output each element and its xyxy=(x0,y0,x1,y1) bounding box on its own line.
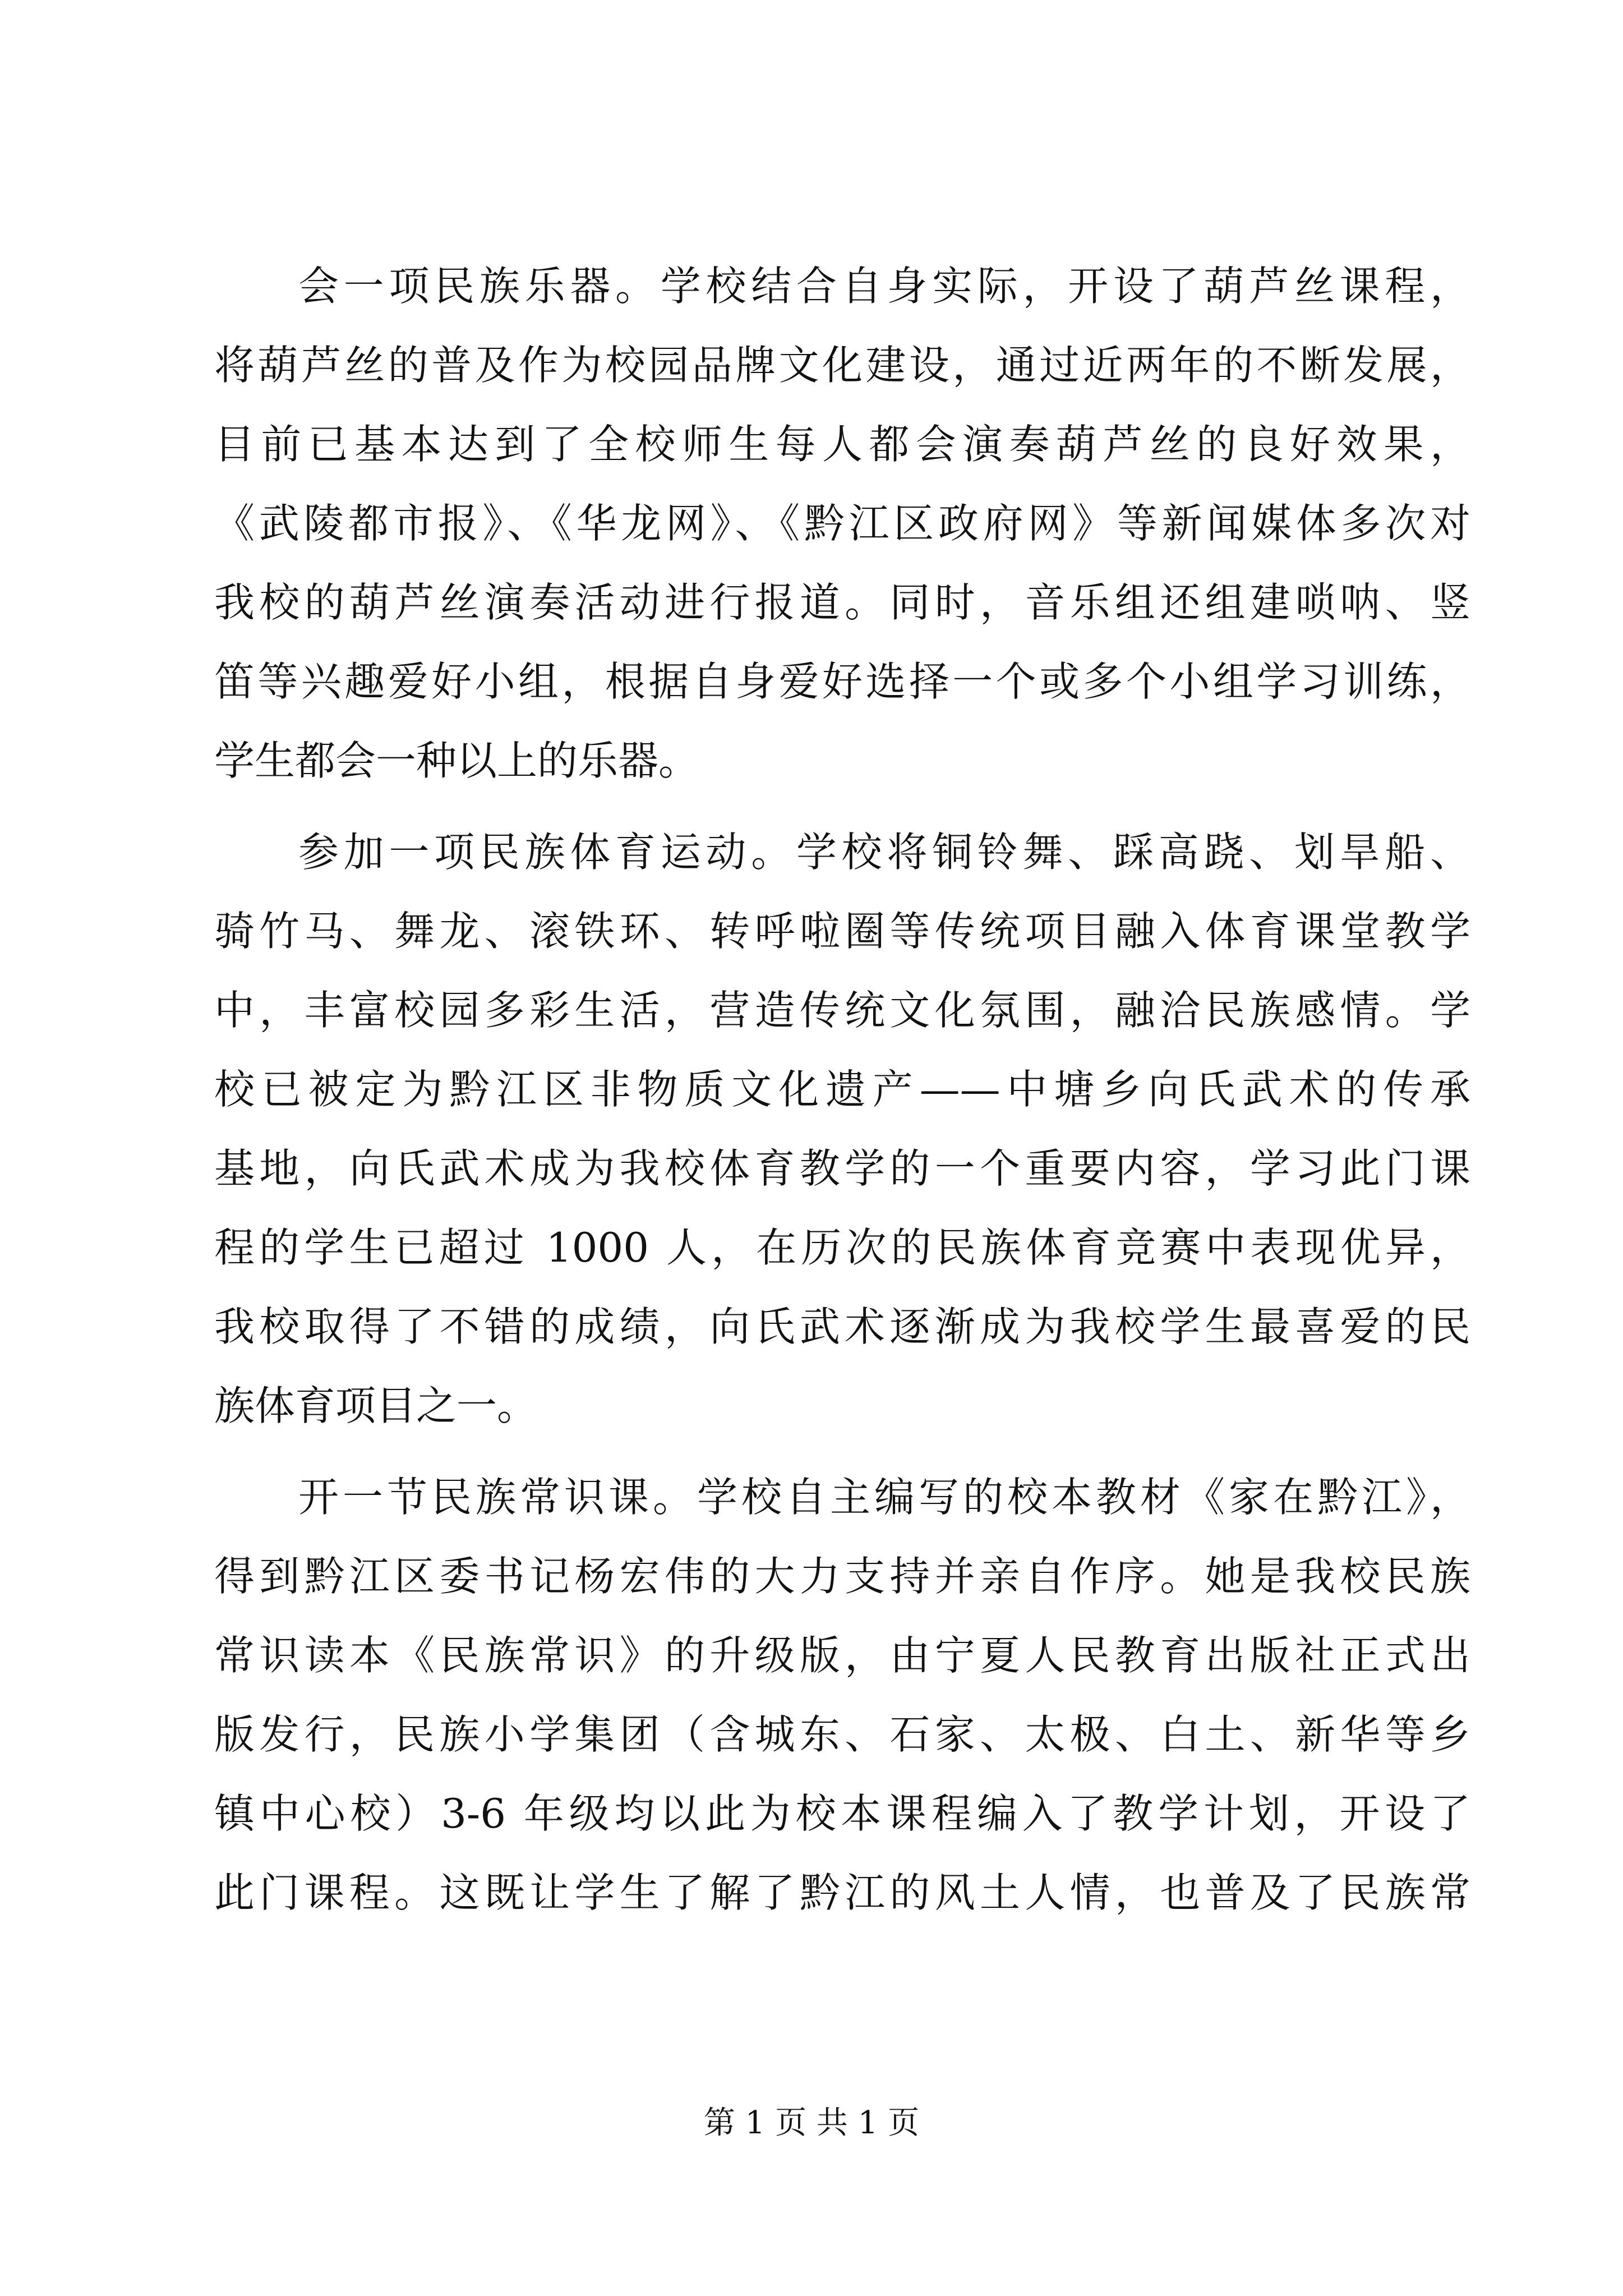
text-line: 会一项民族乐器。学校结合自身实际，开设了葫芦丝课程， xyxy=(298,263,1470,310)
text-line: 将葫芦丝的普及作为校园品牌文化建设，通过近两年的不断发展， xyxy=(214,342,1470,389)
text-line: 校已被定为黔江区非物质文化遗产——中塘乡向氏武术的传承 xyxy=(214,1066,1470,1113)
text-line: 笛等兴趣爱好小组，根据自身爱好选择一个或多个小组学习训练， xyxy=(214,658,1470,705)
text-line: 版发行，民族小学集团（含城东、石家、太极、白土、新华等乡 xyxy=(214,1711,1470,1758)
text-line: 参加一项民族体育运动。学校将铜铃舞、踩高跷、划旱船、 xyxy=(298,829,1470,876)
text-line: 开一节民族常识课。学校自主编写的校本教材《家在黔江》， xyxy=(298,1474,1470,1521)
text-line: 基地，向氏武术成为我校体育教学的一个重要内容，学习此门课 xyxy=(214,1145,1470,1192)
text-line: 程的学生已超过 1000 人，在历次的民族体育竞赛中表现优异， xyxy=(214,1224,1470,1271)
text-line: 学生都会一种以上的乐器。 xyxy=(214,737,699,784)
text-line: 镇中心校）3-6 年级均以此为校本课程编入了教学计划，开设了 xyxy=(214,1790,1470,1837)
body-text xyxy=(214,247,1470,1932)
page-number-label: 第 1 页 共 1 页 xyxy=(703,2105,920,2141)
text-line: 目前已基本达到了全校师生每人都会演奏葫芦丝的良好效果， xyxy=(214,421,1470,468)
text-line: 中，丰富校园多彩生活，营造传统文化氛围，融洽民族感情。学 xyxy=(214,987,1470,1034)
text-line: 此门课程。这既让学生了解了黔江的风土人情，也普及了民族常 xyxy=(214,1869,1470,1916)
text-line: 常识读本《民族常识》的升级版，由宁夏人民教育出版社正式出 xyxy=(214,1632,1470,1679)
text-line: 我校的葫芦丝演奏活动进行报道。同时，音乐组还组建唢呐、竖 xyxy=(214,579,1470,626)
text-line: 我校取得了不错的成绩，向氏武术逐渐成为我校学生最喜爱的民 xyxy=(214,1303,1470,1350)
text-line: 得到黔江区委书记杨宏伟的大力支持并亲自作序。她是我校民族 xyxy=(214,1553,1470,1600)
page-footer xyxy=(0,2104,1623,2143)
text-line: 骑竹马、舞龙、滚铁环、转呼啦圈等传统项目融入体育课堂教学 xyxy=(214,908,1470,955)
text-line: 《武陵都市报》、《华龙网》、《黔江区政府网》等新闻媒体多次对 xyxy=(214,500,1470,547)
text-line: 族体育项目之一。 xyxy=(214,1382,538,1429)
